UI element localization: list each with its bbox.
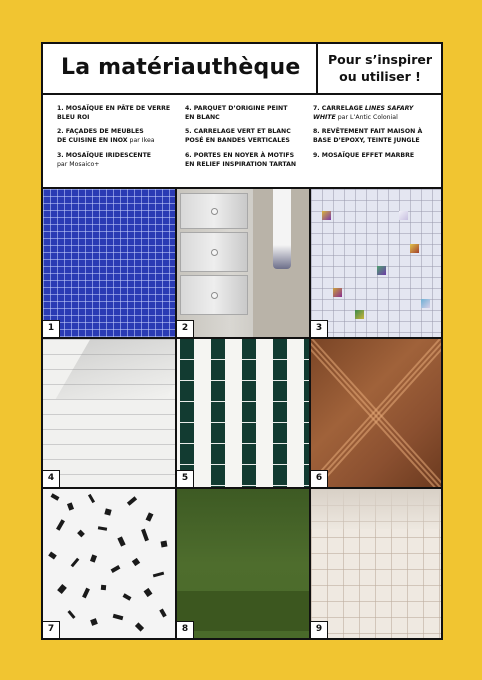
tile-blue-mosaic	[43, 189, 175, 337]
legend	[43, 95, 441, 189]
legend-item-3: 3. MOSAÏQUE IRIDESCENTE par Mosaico+	[57, 152, 152, 168]
tile-number: 2	[177, 320, 194, 337]
subtitle-line-1: Pour s’inspirer	[327, 52, 433, 67]
tile-number: 5	[177, 470, 194, 487]
towel	[273, 189, 291, 269]
tile-number: 3	[311, 320, 328, 337]
tile-number: 7	[43, 621, 60, 638]
window-shadow	[56, 339, 175, 399]
legend-item-6: 6. PORTES EN NOYER À MOTIFS EN RELIEF INSPIRATION TARTAN	[185, 152, 297, 168]
materials-grid	[43, 189, 441, 638]
tile-walnut-tartan-doors	[311, 339, 441, 487]
drawer-front	[180, 275, 248, 315]
tile-number: 9	[311, 621, 328, 638]
marble-blur	[311, 489, 441, 529]
tile-number: 6	[311, 470, 328, 487]
legend-item-8: 8. REVÊTEMENT FAIT MAISON À BASE D’EPOXY, TEINTE JUNGLE	[313, 128, 423, 144]
tile-white-parquet	[43, 339, 175, 487]
grid-divider	[43, 487, 441, 489]
legend-item-1: 1. MOSAÏQUE EN PÂTE DE VERRE BLEU ROI	[57, 105, 171, 121]
drawer-front	[180, 232, 248, 272]
materiautheque-card	[41, 42, 443, 640]
header	[43, 44, 441, 95]
header-divider	[316, 44, 318, 93]
tile-green-epoxy	[177, 489, 309, 638]
header-subtitle	[325, 51, 435, 85]
drawer-front	[180, 193, 248, 229]
tile-number: 1	[43, 320, 60, 337]
subtitle-line-2: ou utiliser !	[339, 69, 421, 84]
grid-divider	[175, 189, 177, 638]
epoxy-shelf	[177, 591, 309, 631]
legend-item-7: 7. CARRELAGE LINES SAFARY WHITE par L’Antic Colonial	[313, 105, 414, 121]
legend-item-5: 5. CARRELAGE VERT ET BLANC POSÉ EN BANDES VERTICALES	[185, 128, 291, 144]
tile-marble-mosaic	[311, 489, 441, 638]
legend-item-9: 9. MOSAÏQUE EFFET MARBRE	[313, 152, 415, 159]
legend-item-4: 4. PARQUET D’ORIGINE PEINT EN BLANC	[185, 105, 288, 121]
tile-terrazzo	[43, 489, 175, 638]
tile-stainless-cabinets	[177, 189, 309, 337]
page-title: La matériauthèque	[61, 55, 301, 80]
tile-green-white-stripes	[177, 339, 309, 487]
legend-item-2: 2. FAÇADES DE MEUBLES DE CUISINE EN INOX par Ikea	[57, 128, 155, 144]
tile-number: 4	[43, 470, 60, 487]
grid-divider	[309, 189, 311, 638]
tile-iridescent-mosaic	[311, 189, 441, 337]
grid-divider	[43, 337, 441, 339]
tile-number: 8	[177, 621, 194, 638]
